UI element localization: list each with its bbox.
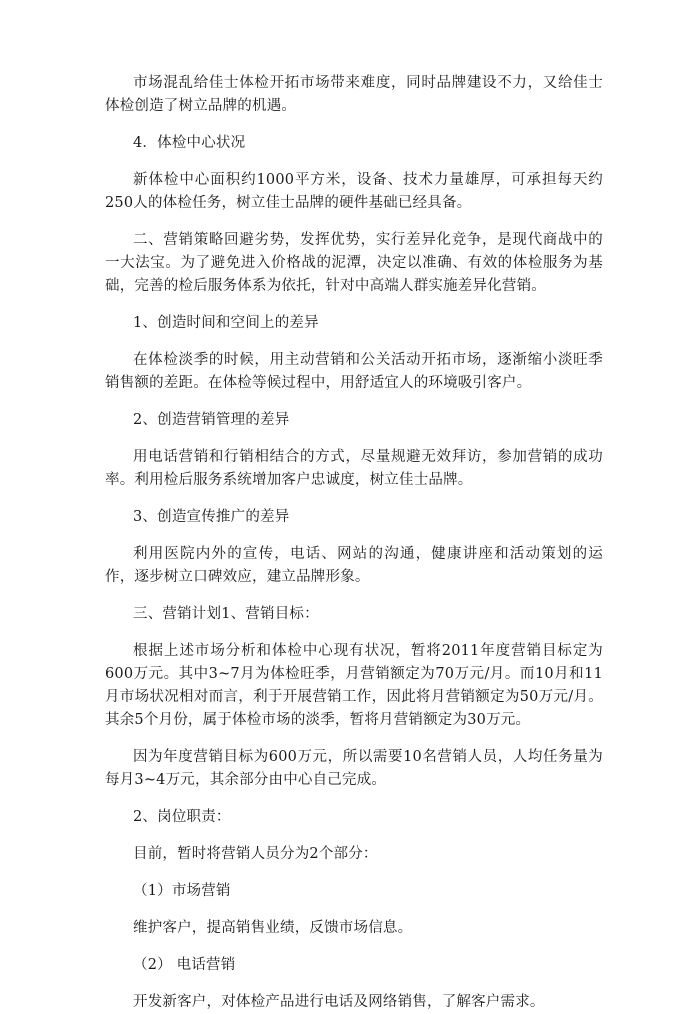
heading-time-space-difference: 1、创造时间和空间上的差异 [133,315,319,331]
heading-center-status: 4．体检中心状况 [133,135,246,151]
paragraph-off-season: 在体检淡季的时候，用主动营销和公关活动开拓市场，逐渐缩小淡旺季销售额的差距。在体检等候过程中，用舒适宜人的环境吸引客户。 [105,352,603,391]
heading-promotion-difference: 3、创造宣传推广的差异 [133,509,290,525]
heading-market-sales: （1）市场营销 [133,883,231,899]
paragraph-phone-marketing: 用电话营销和行销相结合的方式，尽量规避无效拜访，参加营销的成功率。利用检后服务系统增加客户忠诚度，树立佳士品牌。 [105,449,603,488]
paragraph-phone-sales-duties: 开发新客户，对体检产品进行电话及网络销售，了解客户需求。 [133,994,545,1010]
heading-phone-sales: （2） 电话营销 [133,957,236,973]
paragraph-staff-quota: 因为年度营销目标为600万元，所以需要10名营销人员，人均任务量为每月3~4万元，其余部分由中心自己完成。 [105,749,603,788]
paragraph-marketing-strategy: 二、营销策略回避劣势，发挥优势，实行差异化竞争，是现代商战中的一大法宝。为了避免进入价格战的泥潭，决定以准确、有效的体检服务为基础，完善的检后服务体系为依托，针对中高端人群实施差异化营销。 [105,232,603,294]
heading-job-duties: 2、岗位职责： [133,809,231,825]
heading-marketing-plan: 三、营销计划1、营销目标： [133,606,319,622]
document-page [105,72,603,1014]
heading-management-difference: 2、创造营销管理的差异 [133,412,290,428]
paragraph-market-chaos: 市场混乱给佳士体检开拓市场带来难度，同时品牌建设不力，又给佳士体检创造了树立品牌的机遇。 [105,75,603,114]
paragraph-staff-split: 目前，暂时将营销人员分为2个部分： [133,846,378,862]
paragraph-center-area: 新体检中心面积约1000平方米，设备、技术力量雄厚，可承担每天约250人的体检任务，树立佳士品牌的硬件基础已经具备。 [105,172,603,211]
paragraph-market-sales-duties: 维护客户，提高销售业绩，反馈市场信息。 [133,920,413,936]
paragraph-hospital-promotion: 利用医院内外的宣传，电话、网站的沟通，健康讲座和活动策划的运作，逐步树立口碑效应，建立品牌形象。 [105,546,603,585]
paragraph-sales-target: 根据上述市场分析和体检中心现有状况，暂将2011年度营销目标定为600万元。其中3~7月为体检旺季，月营销额定为70万元/月。而10月和11月市场状况相对而言，利于开展营销工作，因此将月营销额定为50万元/月。其余5个月份，属于体检市场的淡季，暂将月营销额定为30万元。 [105,643,603,728]
